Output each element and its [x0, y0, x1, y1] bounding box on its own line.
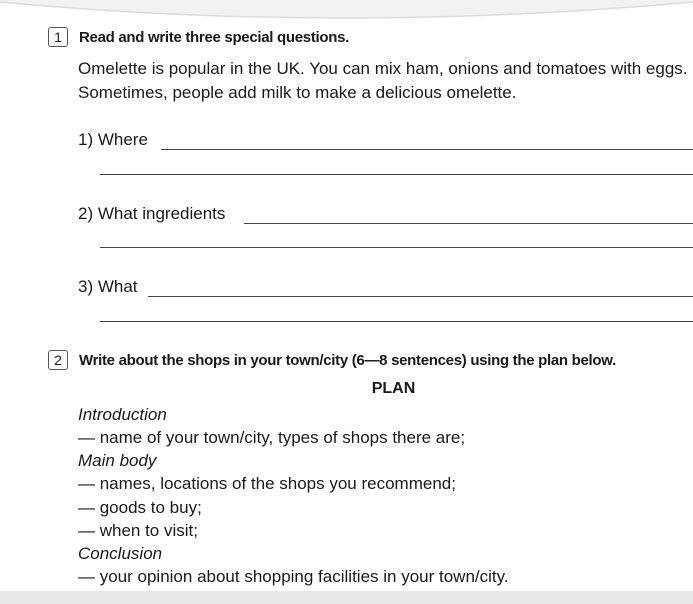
plan-item: — name of your town/city, types of shops there are;	[78, 428, 466, 447]
task-2-title: Write about the shops in your town/city (6—8 sentences) using the plan below.	[79, 352, 616, 369]
page-curve-decoration	[0, 0, 693, 22]
answer-line-2a[interactable]	[244, 223, 693, 224]
task-number-2: 2	[48, 350, 68, 370]
task-1-paragraph: Omelette is popular in the UK. You can mix ham, onions and tomatoes with eggs. Sometimes, people add milk to make a delicious omelette.	[78, 59, 688, 102]
plan-item: — names, locations of the shops you recommend;	[78, 474, 456, 493]
task-number-1: 1	[48, 27, 68, 47]
question-3-label: 3) What	[78, 277, 138, 296]
question-2-label: 2) What ingredients	[78, 204, 226, 223]
plan-section-main-body: Main body	[78, 451, 157, 470]
task-1-title: Read and write three special questions.	[79, 29, 350, 46]
answer-line-2b[interactable]	[100, 247, 693, 248]
answer-line-3a[interactable]	[148, 296, 693, 297]
plan-item: — goods to buy;	[78, 498, 202, 517]
answer-line-3b[interactable]	[100, 321, 693, 322]
answer-line-1a[interactable]	[161, 149, 693, 150]
answer-line-1b[interactable]	[100, 174, 693, 175]
plan-section-introduction: Introduction	[78, 405, 167, 424]
plan-section-conclusion: Conclusion	[78, 544, 163, 563]
question-1-label: 1) Where	[78, 130, 148, 149]
plan-item: — when to visit;	[78, 521, 198, 540]
plan-heading: PLAN	[371, 380, 416, 397]
plan-item: — your opinion about shopping facilities in your town/city.	[78, 567, 509, 586]
page-bottom-strip	[0, 591, 693, 604]
